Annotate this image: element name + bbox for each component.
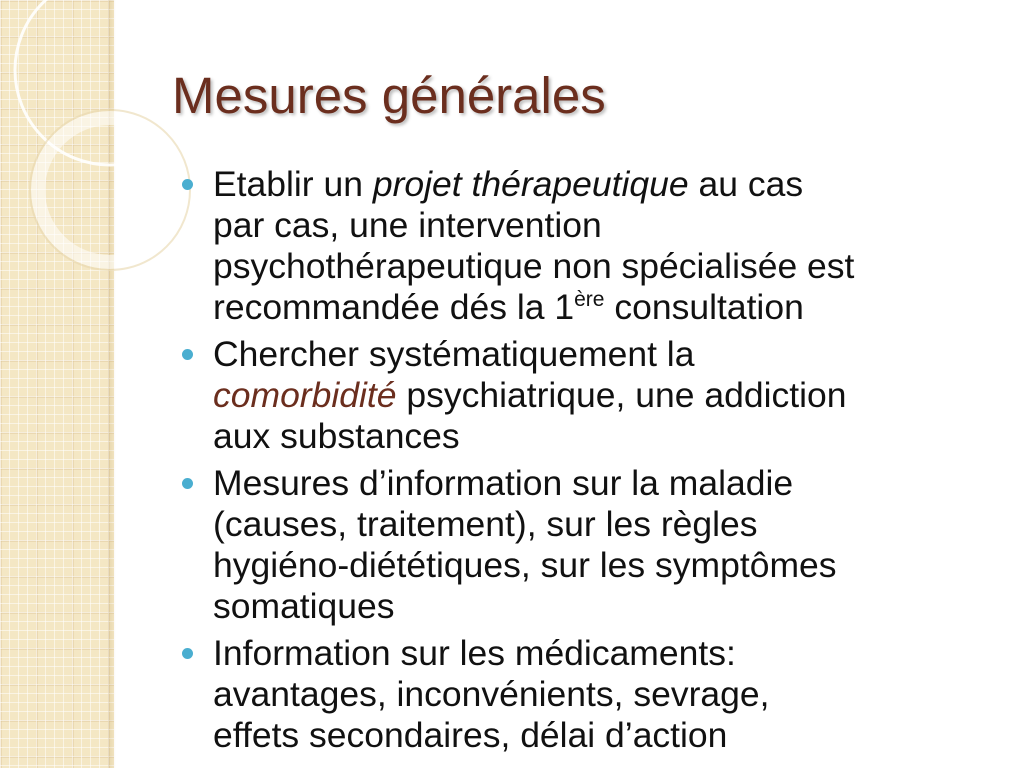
bullet-text: psychiatrique, une addiction <box>396 375 847 415</box>
bullet-line: Chercher systématiquement la <box>213 334 695 374</box>
bullet-line: somatiques <box>213 586 395 626</box>
bullet-line <box>213 375 1010 416</box>
bullet-line: psychothérapeutique non spécialisée est <box>213 246 855 286</box>
bullet-item-therapeutic-project <box>180 164 1010 328</box>
bullet-line: hygiéno-diététiques, sur les symptômes <box>213 545 837 585</box>
bullet-item-comorbidity <box>180 334 1010 457</box>
bullet-line: Mesures d’information sur la maladie <box>213 463 794 503</box>
bullet-list <box>180 164 1010 762</box>
bullet-dot-icon <box>182 478 193 489</box>
bullet-line: (causes, traitement), sur les règles <box>213 504 758 544</box>
bullet-item-information <box>180 463 1010 627</box>
bullet-line: aux substances <box>213 416 460 456</box>
bullet-text: consultation <box>604 287 804 327</box>
bullet-item-medications <box>180 633 1010 756</box>
decorative-circle-lower <box>38 118 182 262</box>
decorative-circle-lower-outline <box>30 110 190 270</box>
bullet-line: Information sur les médicaments: <box>213 633 736 673</box>
bullet-line <box>213 164 1010 205</box>
bullet-line: effets secondaires, délai d’action <box>213 715 728 755</box>
bullet-line: avantages, inconvénients, sevrage, <box>213 674 770 714</box>
bullet-line <box>213 287 1010 328</box>
bullet-text: Etablir un <box>213 164 373 204</box>
bullet-emphasis: projet thérapeutique <box>372 164 689 204</box>
bullet-line: par cas, une intervention <box>213 205 602 245</box>
bullet-dot-icon <box>182 179 193 190</box>
slide-title: Mesures générales <box>172 67 606 124</box>
bullet-text: recommandée dés la 1 <box>213 287 575 327</box>
bullet-dot-icon <box>182 648 193 659</box>
bullet-dot-icon <box>182 349 193 360</box>
bullet-emphasis: comorbidité <box>213 375 397 415</box>
superscript: ère <box>574 288 605 311</box>
bullet-text: au cas <box>688 164 804 204</box>
decorative-circles <box>0 0 200 300</box>
